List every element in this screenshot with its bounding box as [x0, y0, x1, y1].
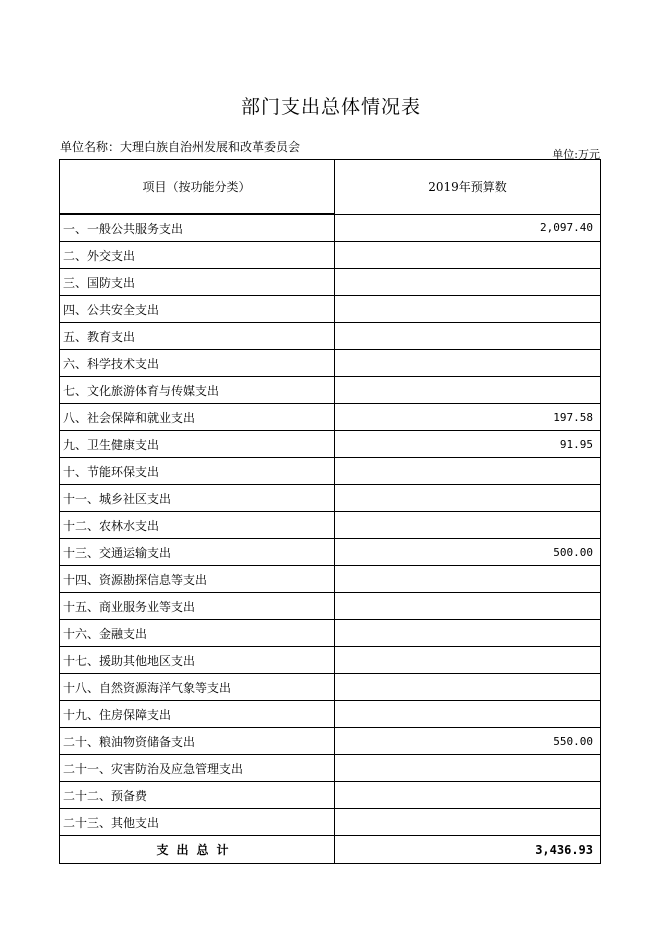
table-row [60, 458, 601, 485]
table-row [60, 431, 601, 458]
row-value [335, 647, 601, 674]
row-value [335, 242, 601, 269]
header-budget: 2019年预算数 [335, 160, 601, 215]
row-item: 三、国防支出 [60, 269, 335, 296]
row-item: 十四、资源勘探信息等支出 [60, 566, 335, 593]
row-item: 十八、自然资源海洋气象等支出 [60, 674, 335, 701]
row-value [335, 323, 601, 350]
header-item: 项目（按功能分类） [60, 160, 335, 215]
row-item: 十五、商业服务业等支出 [60, 593, 335, 620]
row-value: 550.00 [335, 728, 601, 755]
row-value: 91.95 [335, 431, 601, 458]
row-item: 十三、交通运输支出 [60, 539, 335, 566]
row-value [335, 458, 601, 485]
row-item: 二、外交支出 [60, 242, 335, 269]
row-value [335, 377, 601, 404]
table-row [60, 214, 601, 242]
total-row [60, 836, 601, 864]
table-row [60, 701, 601, 728]
table-row [60, 755, 601, 782]
table-row [60, 242, 601, 269]
row-item: 十、节能环保支出 [60, 458, 335, 485]
table-row [60, 323, 601, 350]
row-value [335, 512, 601, 539]
row-value [335, 485, 601, 512]
table-row [60, 809, 601, 836]
row-value [335, 782, 601, 809]
table-row [60, 593, 601, 620]
row-item: 十二、农林水支出 [60, 512, 335, 539]
row-value: 500.00 [335, 539, 601, 566]
table-row [60, 485, 601, 512]
row-value [335, 755, 601, 782]
row-value [335, 701, 601, 728]
table-row [60, 377, 601, 404]
row-item: 七、文化旅游体育与传媒支出 [60, 377, 335, 404]
table-row [60, 296, 601, 323]
row-value: 197.58 [335, 404, 601, 431]
row-item: 九、卫生健康支出 [60, 431, 335, 458]
row-item: 十一、城乡社区支出 [60, 485, 335, 512]
row-value [335, 296, 601, 323]
row-value [335, 350, 601, 377]
table-row [60, 647, 601, 674]
row-item: 六、科学技术支出 [60, 350, 335, 377]
table-row [60, 566, 601, 593]
total-label: 支出总计 [60, 836, 335, 864]
row-value [335, 566, 601, 593]
row-item: 一、一般公共服务支出 [60, 214, 335, 242]
table-row [60, 512, 601, 539]
table-row [60, 404, 601, 431]
page-title: 部门支出总体情况表 [240, 96, 421, 118]
table-row [60, 728, 601, 755]
row-value: 2,097.40 [335, 214, 601, 242]
row-item: 二十、粮油物资储备支出 [60, 728, 335, 755]
unit-name-label: 单位名称：大理白族自治州发展和改革委员会 [60, 140, 301, 154]
row-value [335, 674, 601, 701]
row-item: 十九、住房保障支出 [60, 701, 335, 728]
row-item: 二十二、预备费 [60, 782, 335, 809]
table-row [60, 674, 601, 701]
row-item: 八、社会保障和就业支出 [60, 404, 335, 431]
row-item: 十七、援助其他地区支出 [60, 647, 335, 674]
table-header-row [60, 160, 601, 215]
total-value: 3,436.93 [335, 836, 601, 864]
unit-label: 单位:万元 [552, 148, 600, 161]
expenditure-table [59, 159, 601, 864]
row-item: 二十三、其他支出 [60, 809, 335, 836]
row-value [335, 269, 601, 296]
row-item: 五、教育支出 [60, 323, 335, 350]
row-value [335, 620, 601, 647]
row-item: 十六、金融支出 [60, 620, 335, 647]
row-value [335, 593, 601, 620]
table-row [60, 269, 601, 296]
row-item: 二十一、灾害防治及应急管理支出 [60, 755, 335, 782]
row-value [335, 809, 601, 836]
table-row [60, 539, 601, 566]
table-row [60, 620, 601, 647]
table-row [60, 350, 601, 377]
table-row [60, 782, 601, 809]
row-item: 四、公共安全支出 [60, 296, 335, 323]
